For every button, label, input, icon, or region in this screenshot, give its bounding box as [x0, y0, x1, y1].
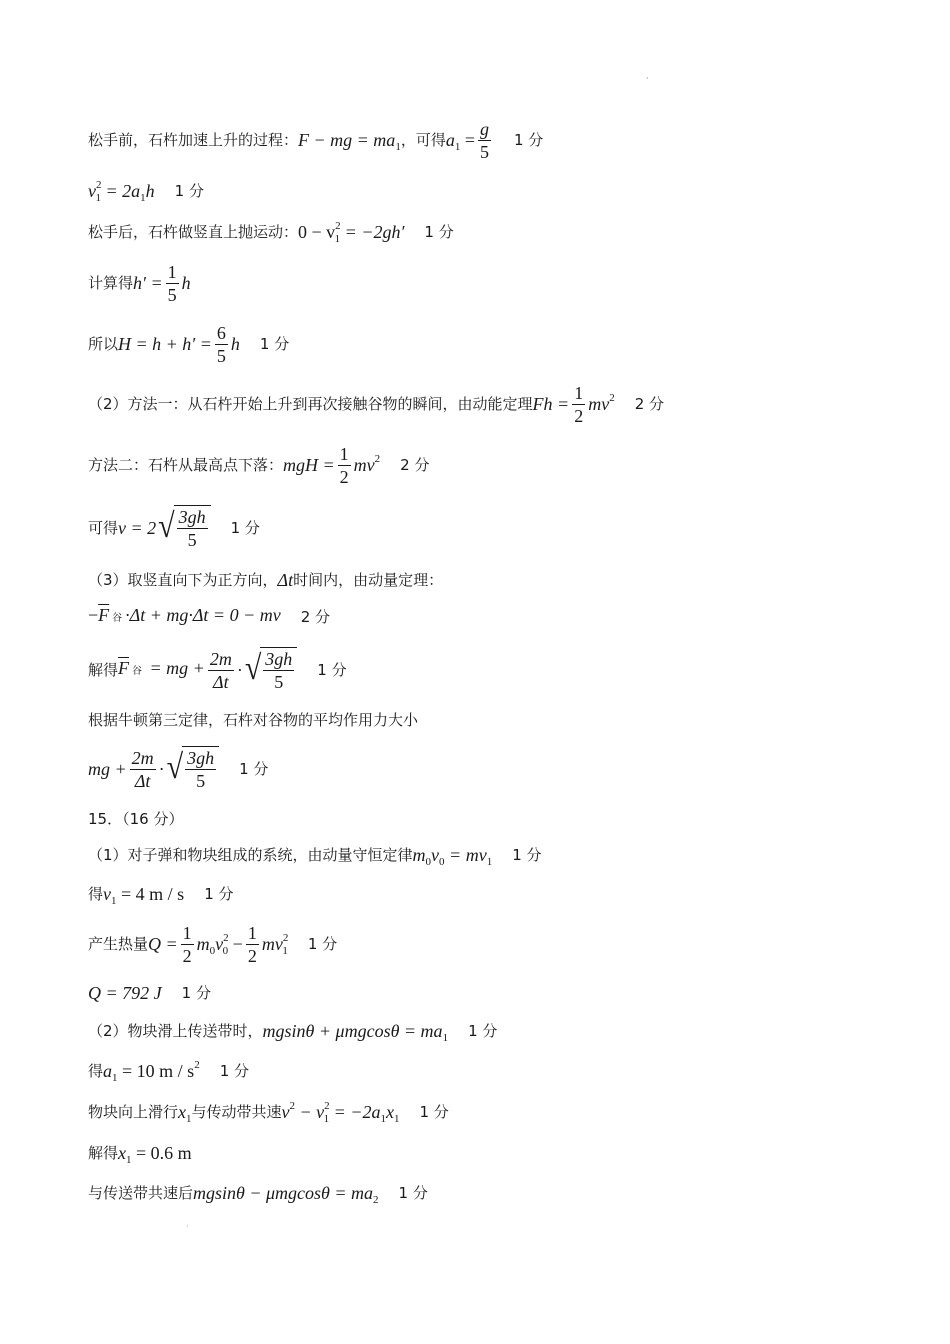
line-text: 所以	[88, 335, 119, 353]
score-label: 1 分	[181, 984, 211, 1002]
equation: Δt	[277, 570, 294, 590]
score-label: 1 分	[398, 1184, 428, 1202]
score-label: 1 分	[204, 885, 234, 903]
equation: F − mg = $ma_1$	[298, 130, 401, 153]
line-text: 松手前，石杵加速上升的过程：	[88, 131, 299, 149]
equation: $mv^2_1$	[261, 932, 289, 957]
speck-mark: ·	[646, 74, 649, 83]
fraction: $\frac{2m}{\Delta t}$	[131, 747, 154, 791]
square-root: √ $\frac{3gh}{5}$	[167, 746, 219, 792]
score-label: 1 分	[512, 846, 542, 864]
speck-mark: ·	[186, 1222, 189, 1231]
score-label: 2 分	[400, 456, 430, 474]
line-12	[88, 709, 418, 731]
line-13	[88, 744, 268, 794]
equation: $x_1$	[178, 1102, 192, 1125]
line-text: 可得	[88, 519, 119, 537]
line-text: 计算得	[88, 274, 134, 292]
line-text: 方法二：石杵从最高点下落：	[88, 456, 284, 474]
equation: H = h + h′ =	[118, 334, 212, 354]
equation: $v^2_1 = 2a_1h$	[88, 179, 155, 204]
line-text: 得	[88, 885, 104, 903]
score-label: 1 分	[307, 935, 338, 953]
score-label: 2 分	[300, 608, 331, 626]
square-root: √ $\frac{3gh}{5}$	[158, 505, 210, 551]
line-text: ，可得	[400, 131, 446, 149]
square-root: √ $\frac{3gh}{5}$	[245, 647, 297, 693]
fraction: $\frac{1}{2}$	[339, 443, 349, 487]
fraction: $\frac{1}{5}$	[167, 261, 177, 305]
line-4	[88, 261, 191, 305]
line-7	[88, 443, 429, 487]
line-14	[88, 808, 183, 830]
equation: $v^2 - v^2_1 = -2a_1x_1$	[281, 1100, 400, 1125]
equation: ·	[158, 759, 165, 779]
line-text: 时间内，由动量定理：	[293, 571, 444, 589]
line-text: 产生热量	[88, 935, 149, 953]
line-5	[88, 322, 289, 366]
equation: h′ =	[133, 273, 163, 293]
line-text: （2）物块滑上传送带时，	[88, 1022, 263, 1040]
equation: h	[230, 334, 240, 354]
score-label: 1 分	[419, 1103, 449, 1121]
equation: Fh =	[532, 394, 570, 414]
line-6	[88, 382, 664, 426]
line-text: 与传送带共速后	[88, 1184, 194, 1202]
line-text: 解得	[88, 1144, 119, 1162]
line-8	[88, 504, 260, 552]
score-label: 1 分	[513, 131, 544, 149]
fraction: $\frac{g}{5}$	[479, 118, 489, 162]
equation: h	[181, 273, 191, 293]
line-20	[88, 1060, 249, 1082]
line-16	[88, 883, 234, 905]
line-22	[88, 1142, 192, 1164]
section-heading: 15．（16 分）	[88, 810, 184, 828]
score-label: 2 分	[634, 395, 665, 413]
line-text: （3）取竖直向下为正方向，	[88, 571, 278, 589]
score-label: 1 分	[174, 182, 204, 200]
score-label: 1 分	[259, 335, 290, 353]
line-text: （2）方法一：从石杵开始上升到再次接触谷物的瞬间，由动能定理	[88, 395, 533, 413]
score-label: 1 分	[239, 760, 269, 778]
fraction: $\frac{2m}{\Delta t}$	[209, 648, 232, 692]
equation: ·	[236, 660, 243, 680]
line-text: 解得	[88, 661, 119, 679]
equation: Q =	[148, 934, 178, 954]
equation: $-\overline{F}$ 谷 ·Δt + mg·Δt = 0 − mv	[88, 605, 281, 625]
line-15	[88, 844, 542, 866]
equation: $mgsin\theta - \mu mgcos\theta = ma_2$	[193, 1183, 379, 1206]
score-label: 1 分	[219, 1062, 249, 1080]
score-label: 1 分	[317, 661, 347, 679]
equation: $m_0v_0 = mv_1$	[412, 845, 493, 868]
equation: $mv^2$	[588, 392, 615, 414]
line-19	[88, 1020, 497, 1042]
line-3	[88, 221, 454, 243]
fraction: $\frac{1}{2}$	[182, 922, 192, 966]
fraction: $\frac{1}{2}$	[574, 382, 584, 426]
equation: $x_1 = 0.6$ m	[118, 1143, 192, 1166]
line-17	[88, 921, 337, 967]
line-text: 物块向上滑行	[88, 1103, 179, 1121]
line-text: 得	[88, 1062, 104, 1080]
equation: $a_1$ =	[445, 130, 475, 153]
line-18	[88, 982, 211, 1004]
equation: $v_1 = 4$ m / s	[103, 884, 185, 907]
equation: $0 - v^2_1 = -2gh'$	[298, 220, 405, 245]
score-label: 1 分	[424, 223, 454, 241]
equation: $a_1 = 10$ m / $s^2$	[103, 1059, 200, 1084]
line-text: 与传动带共速	[191, 1103, 282, 1121]
equation: $mv^2$	[353, 453, 381, 475]
fraction: $\frac{6}{5}$	[216, 322, 226, 366]
line-text: （1）对子弹和物块组成的系统，由动量守恒定律	[88, 846, 413, 864]
line-10	[88, 605, 330, 629]
line-1	[88, 118, 543, 162]
equation: $\overline{F}$ 谷 = mg +	[118, 658, 205, 678]
equation: $mgsin\theta + \mu mgcos\theta = ma_1$	[262, 1021, 449, 1044]
line-text: 松手后，石杵做竖直上抛运动：	[88, 223, 299, 241]
fraction: $\frac{1}{2}$	[247, 922, 257, 966]
score-label: 1 分	[468, 1022, 498, 1040]
equation: mgH =	[283, 455, 335, 475]
line-2	[88, 180, 204, 202]
equation: $m_0v^2_0$ −	[196, 932, 243, 957]
line-text: 根据牛顿第三定律，石杵对谷物的平均作用力大小	[88, 711, 419, 729]
line-9	[88, 569, 443, 591]
equation: Q = 792 J	[88, 983, 162, 1003]
line-21	[88, 1101, 449, 1123]
score-label: 1 分	[230, 519, 260, 537]
line-11	[88, 645, 347, 695]
line-23	[88, 1182, 428, 1204]
equation: mg +	[88, 759, 127, 779]
equation: v = 2	[118, 518, 157, 538]
